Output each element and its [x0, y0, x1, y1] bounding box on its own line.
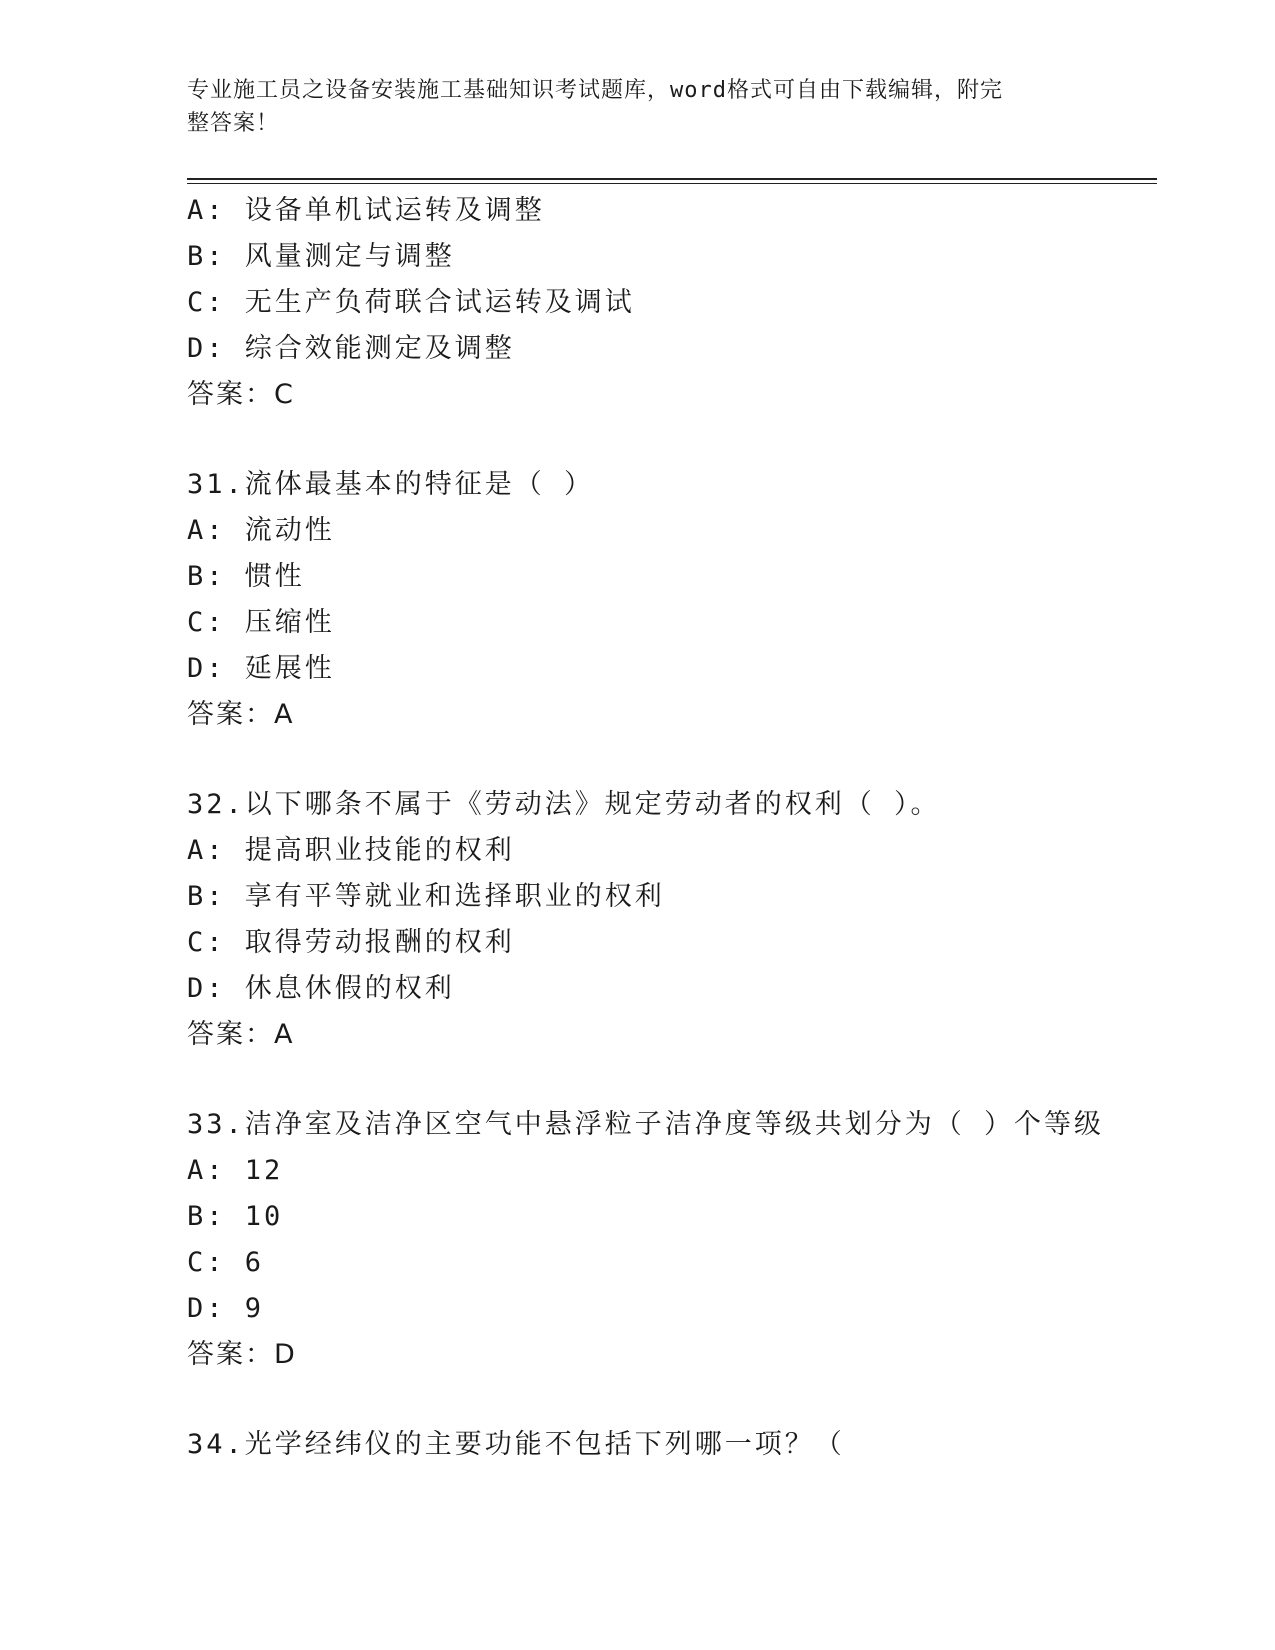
- option-c: C: 压缩性: [187, 607, 335, 638]
- option-b: B: 10: [187, 1201, 284, 1232]
- question-block-30: [187, 188, 1147, 418]
- question-stem: 34.光学经纬仪的主要功能不包括下列哪一项？（: [187, 1429, 845, 1460]
- option-b: B: 惯性: [187, 561, 305, 592]
- option-a: A: 提高职业技能的权利: [187, 835, 515, 866]
- question-stem: 33.洁净室及洁净区空气中悬浮粒子洁净度等级共划分为（ ）个等级: [187, 1109, 1105, 1140]
- answer-line: 答案：A: [187, 1019, 295, 1050]
- option-a: A: 12: [187, 1155, 284, 1186]
- option-b: B: 风量测定与调整: [187, 241, 455, 272]
- option-d: D: 综合效能测定及调整: [187, 333, 515, 364]
- question-block-33: [187, 1102, 1147, 1378]
- option-c: C: 6: [187, 1247, 265, 1278]
- option-d: D: 延展性: [187, 653, 335, 684]
- option-a: A: 设备单机试运转及调整: [187, 195, 545, 226]
- option-d: D: 休息休假的权利: [187, 973, 455, 1004]
- answer-line: 答案：D: [187, 1339, 297, 1370]
- question-block-32: [187, 782, 1147, 1058]
- option-c: C: 无生产负荷联合试运转及调试: [187, 287, 635, 318]
- question-list: [187, 188, 1147, 1468]
- question-stem: 32.以下哪条不属于《劳动法》规定劳动者的权利（ ）。: [187, 789, 941, 820]
- question-block-34: [187, 1422, 1147, 1468]
- option-a: A: 流动性: [187, 515, 335, 546]
- answer-line: 答案：A: [187, 699, 295, 730]
- question-stem: 31.流体最基本的特征是（ ）: [187, 469, 595, 500]
- header-title-line-2: 整答案！: [187, 111, 280, 136]
- option-d: D: 9: [187, 1293, 265, 1324]
- header-title-line-1: 专业施工员之设备安装施工基础知识考试题库，word格式可自由下载编辑，附完: [187, 78, 1003, 103]
- answer-line: 答案：C: [187, 379, 295, 410]
- header-divider: [187, 178, 1157, 184]
- option-c: C: 取得劳动报酬的权利: [187, 927, 515, 958]
- question-block-31: [187, 462, 1147, 738]
- document-header: [187, 74, 1087, 140]
- option-b: B: 享有平等就业和选择职业的权利: [187, 881, 665, 912]
